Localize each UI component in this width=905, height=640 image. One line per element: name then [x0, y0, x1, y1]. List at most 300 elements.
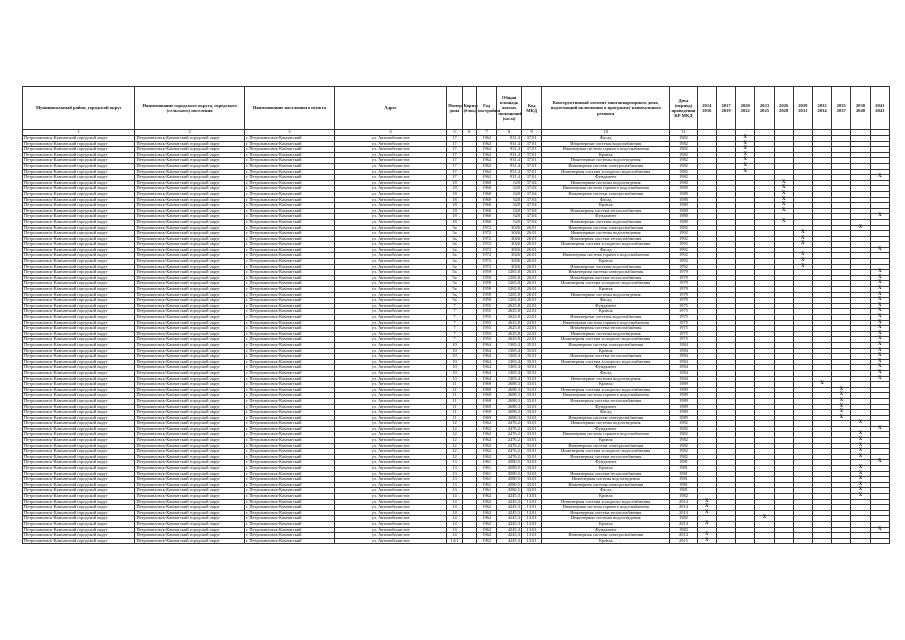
area-cell: 931,4: [497, 152, 522, 158]
year-built-cell: 1955: [476, 326, 496, 332]
column-header: Дата (период) проведения КР МКД: [670, 87, 698, 130]
period-mark-cell: X: [736, 152, 755, 158]
district-cell: Петропавловск-Камчатский городской округ: [23, 538, 135, 544]
repair-date-cell: 1992: [670, 236, 698, 242]
element-cell: Кровля: [542, 287, 670, 293]
area-cell: 1265,8: [497, 287, 522, 293]
locality-cell: г. Петропавловск-Камчатский: [244, 259, 334, 265]
element-cell: Инженерная система горячего водоснабжения: [542, 320, 670, 326]
address-cell: ул. Автомобилистов: [334, 370, 446, 376]
year-built-cell: 1962: [476, 533, 496, 539]
period-mark-cell: X: [870, 320, 889, 326]
district-cell: Петропавловск-Камчатский городской округ: [23, 208, 135, 214]
year-built-cell: 1961: [476, 466, 496, 472]
repair-date-cell: 2014: [670, 510, 698, 516]
house-number-cell: 5a: [447, 292, 462, 298]
settlement-cell: Петропавловск-Камчатский городской округ: [135, 393, 244, 399]
repair-date-cell: 1982: [670, 175, 698, 181]
repair-date-cell: 1984: [670, 354, 698, 360]
year-built-cell: 1959: [476, 275, 496, 281]
mkd-code-cell: 37.01: [521, 169, 541, 175]
element-cell: Фундамент: [542, 527, 670, 533]
settlement-cell: Петропавловск-Камчатский городской округ: [135, 527, 244, 533]
house-number-cell: 5a: [447, 270, 462, 276]
house-number-cell: 7: [447, 331, 462, 337]
settlement-cell: Петропавловск-Камчатский городской округ: [135, 387, 244, 393]
area-cell: 1365,4: [497, 370, 522, 376]
settlement-cell: Петропавловск-Камчатский городской округ: [135, 141, 244, 147]
element-cell: Инженерная система электроснабжения: [542, 482, 670, 488]
house-number-cell: 3a: [447, 225, 462, 231]
house-number-cell: 17: [447, 141, 462, 147]
house-number-cell: 12: [447, 432, 462, 438]
settlement-cell: Петропавловск-Камчатский городской округ: [135, 443, 244, 449]
area-cell: 1265,8: [497, 298, 522, 304]
area-cell: 931,4: [497, 163, 522, 169]
settlement-cell: Петропавловск-Камчатский городской округ: [135, 421, 244, 427]
district-cell: Петропавловск-Камчатский городской округ: [23, 382, 135, 388]
house-number-cell: 3a: [447, 253, 462, 259]
year-built-cell: 1962: [476, 449, 496, 455]
repair-date-cell: 1992: [670, 242, 698, 248]
area-cell: 620: [497, 208, 522, 214]
period-mark-cell: X: [736, 163, 755, 169]
area-cell: 2476,2: [497, 449, 522, 455]
mkd-code-cell: 37.01: [521, 147, 541, 153]
settlement-cell: Петропавловск-Камчатский городской округ: [135, 152, 244, 158]
locality-cell: г. Петропавловск-Камчатский: [244, 533, 334, 539]
locality-cell: г. Петропавловск-Камчатский: [244, 348, 334, 354]
period-mark-cell: X: [870, 337, 889, 343]
period-mark-cell: X: [793, 253, 812, 259]
district-cell: Петропавловск-Камчатский городской округ: [23, 404, 135, 410]
settlement-cell: Петропавловск-Камчатский городской округ: [135, 180, 244, 186]
repair-date-cell: 2014: [670, 533, 698, 539]
area-cell: 3026: [497, 264, 522, 270]
area-cell: 2476,2: [497, 432, 522, 438]
mkd-code-cell: 13.01: [521, 533, 541, 539]
address-cell: ул. Автомобилистов: [334, 382, 446, 388]
period-mark-cell: X: [870, 214, 889, 220]
period-mark-cell: X: [870, 247, 889, 253]
period-mark-cell: X: [870, 426, 889, 432]
period-mark-cell: X: [793, 259, 812, 265]
area-cell: 2625,8: [497, 331, 522, 337]
repair-date-cell: 1982: [670, 443, 698, 449]
house-number-cell: 17: [447, 147, 462, 153]
settlement-cell: Петропавловск-Камчатский городской округ: [135, 438, 244, 444]
house-number-cell: 11: [447, 393, 462, 399]
column-header: Код МКД: [521, 87, 541, 130]
element-cell: Инженерная система теплоснабжения: [542, 236, 670, 242]
mkd-code-cell: 33.01: [521, 460, 541, 466]
element-cell: Фундамент: [542, 460, 670, 466]
district-cell: Петропавловск-Камчатский городской округ: [23, 259, 135, 265]
district-cell: Петропавловск-Камчатский городской округ: [23, 438, 135, 444]
locality-cell: г. Петропавловск-Камчатский: [244, 426, 334, 432]
district-cell: Петропавловск-Камчатский городской округ: [23, 387, 135, 393]
period-mark-cell: X: [870, 460, 889, 466]
year-built-cell: 1964: [476, 376, 496, 382]
repair-date-cell: 1992: [670, 264, 698, 270]
element-cell: Кровля: [542, 466, 670, 472]
period-mark-cell: X: [697, 521, 716, 527]
period-mark-cell: [851, 538, 870, 544]
locality-cell: г. Петропавловск-Камчатский: [244, 326, 334, 332]
year-built-cell: 1962: [476, 538, 496, 544]
locality-cell: г. Петропавловск-Камчатский: [244, 466, 334, 472]
repair-date-cell: 1975: [670, 303, 698, 309]
table-row: [23, 538, 890, 544]
repair-date-cell: 1981: [670, 466, 698, 472]
address-cell: ул. Автомобилистов: [334, 264, 446, 270]
address-cell: ул. Автомобилистов: [334, 270, 446, 276]
address-cell: ул. Автомобилистов: [334, 482, 446, 488]
mkd-code-cell: 37.01: [521, 141, 541, 147]
period-mark-cell: X: [870, 270, 889, 276]
year-built-cell: 1962: [476, 421, 496, 427]
year-built-cell: 1972: [476, 247, 496, 253]
column-number: 3: [244, 130, 334, 136]
area-cell: 4580,5: [497, 460, 522, 466]
repair-date-cell: 1975: [670, 326, 698, 332]
locality-cell: г. Петропавловск-Камчатский: [244, 415, 334, 421]
address-cell: ул. Автомобилистов: [334, 163, 446, 169]
year-built-cell: 1964: [476, 354, 496, 360]
house-number-cell: 18: [447, 208, 462, 214]
year-built-cell: 1962: [476, 454, 496, 460]
repair-date-cell: 1979: [670, 287, 698, 293]
year-built-cell: 1960: [476, 208, 496, 214]
settlement-cell: Петропавловск-Камчатский городской округ: [135, 488, 244, 494]
district-cell: Петропавловск-Камчатский городской округ: [23, 315, 135, 321]
area-cell: 931,4: [497, 175, 522, 181]
column-number: 11: [670, 130, 698, 136]
repair-date-cell: 1989: [670, 387, 698, 393]
settlement-cell: Петропавловск-Камчатский городской округ: [135, 264, 244, 270]
repair-date-cell: 1992: [670, 225, 698, 231]
mkd-code-cell: 33.01: [521, 477, 541, 483]
year-built-cell: 1959: [476, 281, 496, 287]
element-cell: Кровля: [542, 259, 670, 265]
address-cell: ул. Автомобилистов: [334, 387, 446, 393]
element-cell: Инженерная система теплоснабжения: [542, 208, 670, 214]
district-cell: Петропавловск-Камчатский городской округ: [23, 147, 135, 153]
mkd-code-cell: 13.01: [521, 521, 541, 527]
house-number-cell: 12: [447, 454, 462, 460]
period-mark-cell: X: [870, 292, 889, 298]
mkd-code-cell: 35.01: [521, 348, 541, 354]
area-cell: 2688,3: [497, 393, 522, 399]
column-header: Муниципальный район, городской округ: [23, 87, 135, 130]
house-number-cell: 13: [447, 488, 462, 494]
element-cell: Инженерная система холодного водоснабжения: [542, 449, 670, 455]
house-number-cell: 3a: [447, 242, 462, 248]
repair-date-cell: 1982: [670, 454, 698, 460]
district-cell: Петропавловск-Камчатский городской округ: [23, 275, 135, 281]
address-cell: ул. Автомобилистов: [334, 527, 446, 533]
element-cell: Инженерная система электроснабжения: [542, 163, 670, 169]
house-number-cell: 3a: [447, 247, 462, 253]
mkd-code-cell: 13.01: [521, 494, 541, 500]
area-cell: 1265,8: [497, 270, 522, 276]
element-cell: Инженерная система водоотведения: [542, 477, 670, 483]
repair-date-cell: 2014: [670, 499, 698, 505]
area-cell: 620: [497, 219, 522, 225]
mkd-code-cell: 33.01: [521, 438, 541, 444]
column-header: Конструктивный элемент многоквартирного дома, подлежащий включению в программу капитального ремонта: [542, 87, 670, 130]
repair-date-cell: 1975: [670, 315, 698, 321]
period-mark-cell: X: [870, 342, 889, 348]
year-built-cell: 1972: [476, 236, 496, 242]
repair-date-cell: 1979: [670, 281, 698, 287]
mkd-code-cell: 37.04: [521, 214, 541, 220]
element-cell: Инженерная система холодного водоснабжения: [542, 387, 670, 393]
period-mark-cell: X: [697, 538, 716, 544]
repair-date-cell: 1980: [670, 208, 698, 214]
district-cell: Петропавловск-Камчатский городской округ: [23, 499, 135, 505]
locality-cell: г. Петропавловск-Камчатский: [244, 309, 334, 315]
settlement-cell: Петропавловск-Камчатский городской округ: [135, 309, 244, 315]
element-cell: Фасад: [542, 410, 670, 416]
column-number: 8: [497, 130, 522, 136]
area-cell: 2688,3: [497, 382, 522, 388]
repair-date-cell: 1980: [670, 219, 698, 225]
year-built-cell: 1969: [476, 398, 496, 404]
settlement-cell: Петропавловск-Камчатский городской округ: [135, 499, 244, 505]
settlement-cell: Петропавловск-Камчатский городской округ: [135, 510, 244, 516]
address-cell: ул. Автомобилистов: [334, 180, 446, 186]
address-cell: ул. Автомобилистов: [334, 141, 446, 147]
address-cell: ул. Автомобилистов: [334, 158, 446, 164]
address-cell: ул. Автомобилистов: [334, 516, 446, 522]
element-cell: Инженерная система горячего водоснабжения: [542, 186, 670, 192]
period-mark-cell: X: [774, 197, 793, 203]
address-cell: ул. Автомобилистов: [334, 315, 446, 321]
period-mark-cell: X: [870, 281, 889, 287]
period-mark-cell: X: [793, 264, 812, 270]
district-cell: Петропавловск-Камчатский городской округ: [23, 348, 135, 354]
mkd-code-cell: 37.04: [521, 219, 541, 225]
house-number-cell: 14/1: [447, 538, 462, 544]
address-cell: ул. Автомобилистов: [334, 454, 446, 460]
area-cell: 2625,8: [497, 309, 522, 315]
year-built-cell: 1961: [476, 488, 496, 494]
locality-cell: г. Петропавловск-Камчатский: [244, 499, 334, 505]
column-header: Адрес: [334, 87, 446, 130]
repair-date-cell: 1980: [670, 180, 698, 186]
element-cell: Инженерная система холодного водоснабжения: [542, 359, 670, 365]
period-mark-cell: X: [774, 219, 793, 225]
element-cell: Инженерная система горячего водоснабжения: [542, 253, 670, 259]
area-cell: 4245,3: [497, 505, 522, 511]
district-cell: Петропавловск-Камчатский городской округ: [23, 516, 135, 522]
mkd-code-cell: 37.01: [521, 163, 541, 169]
district-cell: Петропавловск-Камчатский городской округ: [23, 510, 135, 516]
settlement-cell: Петропавловск-Камчатский городской округ: [135, 219, 244, 225]
settlement-cell: Петропавловск-Камчатский городской округ: [135, 158, 244, 164]
repair-date-cell: 1975: [670, 331, 698, 337]
area-cell: 4580,5: [497, 466, 522, 472]
year-built-cell: 1961: [476, 482, 496, 488]
settlement-cell: Петропавловск-Камчатский городской округ: [135, 337, 244, 343]
element-cell: Инженерная система холодного водоснабжения: [542, 242, 670, 248]
house-number-cell: 18: [447, 191, 462, 197]
locality-cell: г. Петропавловск-Камчатский: [244, 281, 334, 287]
year-built-cell: 1962: [476, 510, 496, 516]
column-header: Наименование городского округа, городского (сельского) поселения: [135, 87, 244, 130]
period-mark-cell: [832, 538, 851, 544]
period-mark-cell: X: [832, 393, 851, 399]
locality-cell: г. Петропавловск-Камчатский: [244, 186, 334, 192]
mkd-code-cell: 35.01: [521, 342, 541, 348]
mkd-code-cell: 37.01: [521, 152, 541, 158]
district-cell: Петропавловск-Камчатский городской округ: [23, 488, 135, 494]
settlement-cell: Петропавловск-Камчатский городской округ: [135, 186, 244, 192]
area-cell: 4245,3: [497, 516, 522, 522]
element-cell: Инженерные системы водоснабжения: [542, 315, 670, 321]
repair-date-cell: 1981: [670, 482, 698, 488]
district-cell: Петропавловск-Камчатский городской округ: [23, 410, 135, 416]
district-cell: Петропавловск-Камчатский городской округ: [23, 482, 135, 488]
period-mark-cell: X: [832, 415, 851, 421]
element-cell: Инженерная система горячего водоснабжения: [542, 432, 670, 438]
period-mark-cell: X: [870, 315, 889, 321]
repair-date-cell: 1984: [670, 348, 698, 354]
address-cell: ул. Автомобилистов: [334, 365, 446, 371]
column-header: 2035 2037: [832, 87, 851, 130]
settlement-cell: Петропавловск-Камчатский городской округ: [135, 231, 244, 237]
settlement-cell: Петропавловск-Камчатский городской округ: [135, 404, 244, 410]
locality-cell: г. Петропавловск-Камчатский: [244, 527, 334, 533]
house-number-cell: 13: [447, 477, 462, 483]
settlement-cell: Петропавловск-Камчатский городской округ: [135, 482, 244, 488]
area-cell: 931,4: [497, 136, 522, 142]
locality-cell: г. Петропавловск-Камчатский: [244, 410, 334, 416]
period-mark-cell: X: [870, 175, 889, 181]
address-cell: ул. Автомобилистов: [334, 449, 446, 455]
district-cell: Петропавловск-Камчатский городской округ: [23, 359, 135, 365]
mkd-code-cell: 35.01: [521, 365, 541, 371]
area-cell: 4245,3: [497, 499, 522, 505]
address-cell: ул. Автомобилистов: [334, 521, 446, 527]
repair-date-cell: 1981: [670, 460, 698, 466]
mkd-code-cell: 26.01: [521, 231, 541, 237]
column-header: Номер дома: [447, 87, 462, 130]
locality-cell: г. Петропавловск-Камчатский: [244, 337, 334, 343]
address-cell: ул. Автомобилистов: [334, 298, 446, 304]
area-cell: 620: [497, 214, 522, 220]
settlement-cell: Петропавловск-Камчатский городской округ: [135, 382, 244, 388]
locality-cell: г. Петропавловск-Камчатский: [244, 270, 334, 276]
district-cell: Петропавловск-Камчатский городской округ: [23, 432, 135, 438]
locality-cell: г. Петропавловск-Камчатский: [244, 398, 334, 404]
area-cell: 4245,3: [497, 538, 522, 544]
year-built-cell: 1962: [476, 499, 496, 505]
element-cell: Кровля: [542, 521, 670, 527]
repair-date-cell: 1992: [670, 247, 698, 253]
mkd-code-cell: 22.01: [521, 315, 541, 321]
element-cell: Инженерные системы водоснабжения: [542, 264, 670, 270]
element-cell: Фасад: [542, 197, 670, 203]
year-built-cell: 1962: [476, 136, 496, 142]
mkd-code-cell: 26.01: [521, 242, 541, 248]
mkd-code-cell: 26.01: [521, 236, 541, 242]
year-built-cell: 1962: [476, 152, 496, 158]
period-mark-cell: X: [774, 180, 793, 186]
address-cell: ул. Автомобилистов: [334, 354, 446, 360]
table-header: [23, 87, 890, 136]
period-mark-cell: X: [851, 488, 870, 494]
period-mark-cell: X: [774, 208, 793, 214]
period-mark-cell: X: [736, 169, 755, 175]
repair-date-cell: 1982: [670, 147, 698, 153]
area-cell: 1365,4: [497, 376, 522, 382]
district-cell: Петропавловск-Камчатский городской округ: [23, 471, 135, 477]
district-cell: Петропавловск-Камчатский городской округ: [23, 203, 135, 209]
settlement-cell: Петропавловск-Камчатский городской округ: [135, 460, 244, 466]
mkd-code-cell: 22.01: [521, 303, 541, 309]
address-cell: ул. Автомобилистов: [334, 275, 446, 281]
district-cell: Петропавловск-Камчатский городской округ: [23, 214, 135, 220]
area-cell: 4245,3: [497, 533, 522, 539]
repair-date-cell: 1984: [670, 359, 698, 365]
repair-date-cell: 1981: [670, 477, 698, 483]
mkd-code-cell: 26.01: [521, 275, 541, 281]
address-cell: ул. Автомобилистов: [334, 225, 446, 231]
district-cell: Петропавловск-Камчатский городской округ: [23, 141, 135, 147]
house-number-cell: 17: [447, 163, 462, 169]
period-mark-cell: X: [870, 354, 889, 360]
locality-cell: г. Петропавловск-Камчатский: [244, 169, 334, 175]
year-built-cell: 1955: [476, 315, 496, 321]
locality-cell: г. Петропавловск-Камчатский: [244, 460, 334, 466]
settlement-cell: Петропавловск-Камчатский городской округ: [135, 376, 244, 382]
period-mark-cell: X: [851, 471, 870, 477]
locality-cell: г. Петропавловск-Камчатский: [244, 454, 334, 460]
locality-cell: г. Петропавловск-Камчатский: [244, 208, 334, 214]
address-cell: ул. Автомобилистов: [334, 426, 446, 432]
locality-cell: г. Петропавловск-Камчатский: [244, 376, 334, 382]
address-cell: ул. Автомобилистов: [334, 169, 446, 175]
house-number-cell: 5a: [447, 287, 462, 293]
district-cell: Петропавловск-Камчатский городской округ: [23, 365, 135, 371]
area-cell: 620: [497, 186, 522, 192]
settlement-cell: Петропавловск-Камчатский городской округ: [135, 331, 244, 337]
mkd-code-cell: 37.04: [521, 180, 541, 186]
settlement-cell: Петропавловск-Камчатский городской округ: [135, 298, 244, 304]
element-cell: Фундамент: [542, 365, 670, 371]
period-mark-cell: [793, 538, 812, 544]
element-cell: Инженерная система холодного водоснабжения: [542, 281, 670, 287]
repair-date-cell: 1975: [670, 309, 698, 315]
period-mark-cell: X: [832, 387, 851, 393]
repair-date-cell: 1982: [670, 421, 698, 427]
locality-cell: г. Петропавловск-Камчатский: [244, 354, 334, 360]
repair-date-cell: 1979: [670, 292, 698, 298]
area-cell: 620: [497, 203, 522, 209]
address-cell: ул. Автомобилистов: [334, 203, 446, 209]
house-number-cell: 7: [447, 315, 462, 321]
address-cell: ул. Автомобилистов: [334, 404, 446, 410]
period-mark-cell: X: [812, 382, 831, 388]
year-built-cell: 1964: [476, 342, 496, 348]
block-cell: [462, 538, 476, 544]
address-cell: ул. Автомобилистов: [334, 191, 446, 197]
mkd-code-cell: 26.01: [521, 298, 541, 304]
locality-cell: г. Петропавловск-Камчатский: [244, 494, 334, 500]
repair-date-cell: 1982: [670, 516, 698, 522]
